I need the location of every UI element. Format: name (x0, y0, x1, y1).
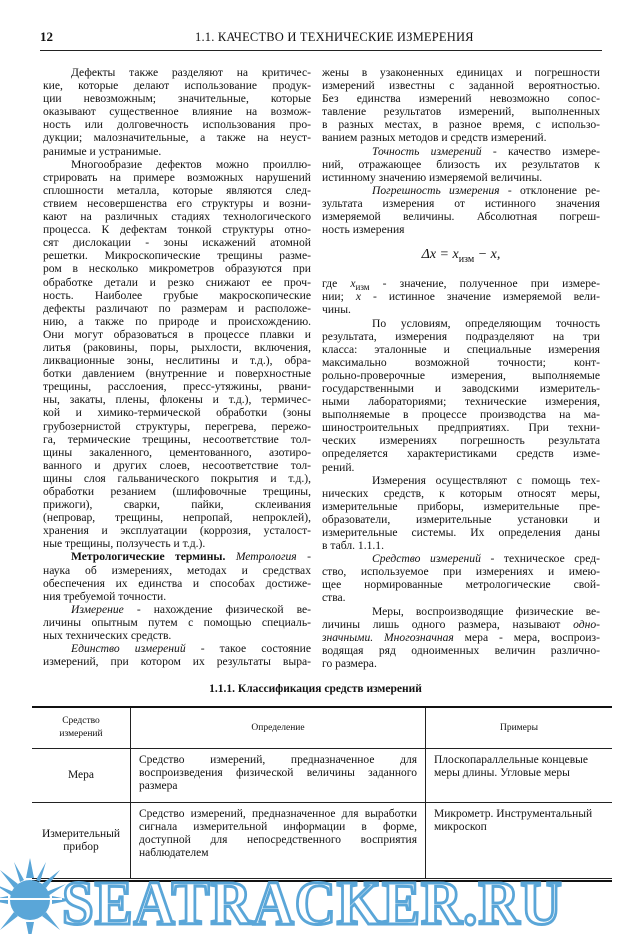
text-line (322, 618, 600, 631)
text-span: x (350, 277, 356, 291)
text-span: Они могут образоваться в процессе плавки и (43, 327, 311, 341)
text-line (322, 500, 600, 513)
text-span: x (355, 290, 361, 304)
watermark-logo-text: SEATRACKER.RU (62, 870, 563, 938)
text-span: ции невозможным; значительные, которые (43, 92, 311, 106)
paragraph (43, 66, 311, 158)
text-line (322, 158, 600, 171)
text-span: ными лабораториями; технические измерения, (322, 395, 600, 409)
text-line (43, 550, 311, 563)
text-line (322, 290, 600, 303)
text-span: решетки. Микроскопические трещины разме- (43, 249, 311, 263)
text-line (322, 421, 600, 434)
text-span: процесса. К дефектам тонкой структуры отно- (43, 223, 311, 237)
paragraph (322, 184, 600, 236)
text-line (43, 511, 311, 524)
text-span: Меры, воспроизводящие физические ве- (372, 604, 600, 618)
text-span: ны, закаты, плены, флокены и т.д.), термичес- (43, 393, 311, 407)
text-line (322, 277, 600, 293)
text-span: тавление результатов измерений, выполненных (322, 105, 600, 119)
table-cell-examples: Плоскопараллельные концевые меры длины. Угловые меры (426, 749, 613, 803)
text-line (43, 446, 311, 459)
text-line (43, 210, 311, 223)
text-span: ческих измерениях погрешность результата (322, 434, 600, 448)
text-span: щины закаленного, цементованного, азотиро- (43, 445, 311, 459)
paragraph (43, 642, 311, 668)
text-span: грубозернистой структуры, перегрева, пережо- (43, 419, 311, 433)
text-line (322, 461, 600, 474)
text-line (43, 184, 311, 197)
text-line (322, 408, 600, 421)
text-line (322, 447, 600, 460)
text-span: ванием разных методов и средств измерений. (322, 131, 547, 145)
text-span: Метрология (235, 550, 297, 564)
text-span: стрировать на примере возможных нарушений (43, 170, 311, 184)
text-span: изм (355, 282, 370, 293)
text-span: прижоги), сварки, пайки, склеивания (43, 498, 311, 512)
text-line (43, 577, 311, 590)
table-cell-instrument: Мера (32, 749, 131, 803)
text-line (322, 210, 600, 223)
text-span: кают на различных стадиях технологического (43, 210, 311, 224)
text-span: класса: эталонные и специальные измерения (322, 342, 600, 356)
text-line (43, 537, 311, 550)
text-span: измерительные системы. Их определения даны (322, 526, 600, 539)
text-line (43, 603, 311, 616)
paragraph (322, 474, 600, 553)
text-line (43, 616, 311, 629)
text-line (322, 66, 600, 79)
text-span: - отклонение ре- (499, 183, 600, 197)
text-span: Единство измерений (71, 642, 186, 656)
text-span: личины опытным путем с помощью специаль- (43, 615, 311, 629)
text-line (43, 406, 311, 419)
text-line (322, 105, 600, 118)
text-span: ний, отражающее близость их результатов к (322, 157, 600, 171)
text-line (43, 289, 311, 302)
text-span: нию, а также по природе и происхождению. (43, 314, 311, 328)
text-line (43, 131, 311, 144)
text-span: щее нормированные метрологические свой- (322, 578, 600, 592)
text-span: обработки резанием (шлифовочные трещины, (43, 485, 311, 498)
text-line (322, 92, 600, 105)
text-span: обеспечения их единства и способах достиже- (43, 576, 311, 590)
paragraph (322, 605, 600, 670)
text-line (43, 145, 311, 158)
text-span: ботки давлением (внутренние и поверхностные (43, 367, 311, 381)
text-span: га, термические трещины, несоответствие тол- (43, 432, 311, 446)
text-span: в табл. 1.1.1. (322, 539, 385, 553)
text-line (322, 644, 600, 657)
text-span: ность или долговечность использования про- (43, 118, 311, 132)
text-line (322, 145, 600, 158)
text-span: ных технических средств. (43, 629, 172, 643)
text-line (43, 485, 311, 498)
page-number: 12 (40, 29, 53, 44)
text-line (322, 171, 600, 184)
table-cell-examples: Микрометр. Инструментальный микроскоп (426, 803, 613, 879)
text-span: измеряемой величины. Абсолютная погреш- (322, 210, 600, 224)
text-line (322, 184, 600, 197)
text-line (322, 343, 600, 356)
text-span: - (296, 550, 311, 564)
paragraph (322, 317, 600, 474)
table-title: 1.1.1. Классификация средств измерений (209, 683, 422, 695)
text-line (322, 303, 600, 316)
table-cell-instrument: Измерительный прибор (32, 803, 131, 879)
text-span: водящая ряд одноименных величин различно- (322, 643, 600, 657)
text-line (322, 474, 600, 487)
text-line (43, 276, 311, 289)
text-span: Точность измерений (372, 144, 482, 158)
text-line (43, 66, 311, 79)
text-line (43, 459, 311, 472)
text-line (43, 472, 311, 485)
left-text-column (43, 66, 311, 668)
text-span: шиностроительных предприятиях. При техни- (322, 421, 600, 435)
table-cell-definition: Средство измерений, предназначенное для выработки сигнала измерительной информации в форме, доступной для непосредственного восприятия наблюдателем (131, 803, 426, 879)
paragraph (322, 277, 600, 316)
text-span: чины. (322, 303, 351, 317)
text-span: измерений известны с заданной вероятностью. (322, 79, 600, 93)
text-span: ванного и других слоев, несоответствие тол- (43, 458, 311, 472)
text-line (322, 434, 600, 447)
text-span: - такое состояние (185, 642, 311, 656)
text-line (322, 317, 600, 330)
text-line (322, 356, 600, 369)
text-span: определяется характеристиками средств изме- (322, 447, 600, 461)
right-text-part-2 (322, 277, 600, 670)
formula-rhs: − x, (474, 247, 501, 263)
text-span: - истинное значение измеряемой вели- (360, 290, 600, 304)
text-span: (непровар, трещины, непропай, непроклей), (43, 511, 311, 525)
text-span: максимально возможной точности; конт- (322, 355, 600, 369)
text-span: сплошности металла, которые являются след- (43, 183, 311, 197)
text-span: нии; (322, 290, 356, 304)
text-span: кие, которые делают использование продук- (43, 79, 311, 93)
text-span: Дефекты также разделяют на критичес- (71, 66, 311, 79)
formula-lhs: Δx = x (421, 247, 459, 263)
text-span: значными. Многозначная (322, 630, 454, 644)
header-cell: Средство измерений (32, 707, 131, 749)
text-span: Погрешность измерения (372, 183, 500, 197)
text-line (322, 513, 600, 526)
text-span: нических средств, к которым относят меры, (322, 486, 600, 500)
text-span: го размера. (322, 656, 377, 670)
text-line (43, 197, 311, 210)
text-span: ром в несколько микрометров образуются при (43, 262, 311, 276)
text-line (322, 487, 600, 500)
text-span: рольно-проверочные измерения, выполняемые (322, 368, 600, 382)
text-span: Измерения осуществляют с помощь тех- (372, 473, 600, 487)
text-line (43, 105, 311, 118)
right-text-part-1 (322, 66, 600, 236)
text-span: Измерение (71, 602, 124, 616)
text-line (322, 79, 600, 92)
paragraph (43, 158, 311, 551)
header-cell: Определение (131, 707, 426, 749)
paragraph (322, 145, 600, 184)
text-span: Без единства измерений невозможно сопос- (322, 92, 600, 106)
text-line (322, 395, 600, 408)
text-span: жены в узаконенных единицах и погрешности (322, 66, 600, 79)
text-span: - техническое сред- (480, 552, 600, 566)
text-span: личины лишь одного размера, называют (322, 617, 574, 631)
text-span: где (322, 277, 351, 291)
text-span: ства. (322, 591, 346, 605)
text-line (322, 330, 600, 343)
text-span: щины слоя гальванического покрытия и т.д.), (43, 471, 311, 485)
text-line (322, 131, 600, 144)
table-header-row (32, 707, 612, 749)
text-span: Метрологические термины. (71, 550, 236, 564)
text-span: кой и химико-термической обработки (зоны (43, 406, 311, 420)
header-divider (40, 50, 602, 51)
text-line (322, 552, 600, 565)
text-span: оказывают существенное влияние на возмож- (43, 105, 311, 119)
text-line (43, 655, 311, 668)
text-line (322, 631, 600, 644)
text-line (43, 262, 311, 275)
right-text-column (322, 66, 600, 670)
text-line (43, 564, 311, 577)
text-line (43, 498, 311, 511)
text-span: государственными и заводскими измеритель- (322, 381, 600, 395)
text-line (43, 249, 311, 262)
text-line (43, 393, 311, 406)
text-span: наука об измерениях, методах и средствах (43, 563, 311, 577)
classification-table (32, 706, 612, 879)
text-line (43, 315, 311, 328)
text-line (322, 382, 600, 395)
text-span: ствием несовершенства его структуры и возни- (43, 196, 311, 210)
table-cell-definition: Средство измерений, предназначенное для воспроизведения физической величины заданного размера (131, 749, 426, 803)
text-line (43, 354, 311, 367)
text-span: трещины, расслоения, пресс-утяжины, рвани- (43, 380, 311, 394)
text-line (43, 223, 311, 236)
text-line (43, 590, 311, 603)
running-header-title: 1.1. КАЧЕСТВО И ТЕХНИЧЕСКИЕ ИЗМЕРЕНИЯ (195, 30, 474, 44)
text-line (43, 642, 311, 655)
text-line (43, 380, 311, 393)
text-span: ликвационные зоны, неслитины и т.д.), обра- (43, 354, 311, 368)
text-span: По условиям, определяющим точность (372, 316, 600, 330)
text-line (43, 629, 311, 642)
text-line (43, 328, 311, 341)
text-span: дукции; малозначительные, а также на неуст- (43, 131, 311, 145)
text-span: хранения и эксплуатации (коррозия, усталост- (43, 524, 311, 538)
text-span: - нахождение физической ве- (123, 602, 311, 616)
text-span: дефекты различают по размерам и расположе- (43, 301, 311, 315)
text-line (43, 171, 311, 184)
text-span: ность измерения (322, 223, 405, 237)
text-span: Многообразие дефектов можно проиллю- (71, 157, 311, 171)
text-line (43, 341, 311, 354)
text-line (43, 433, 311, 446)
text-span: ство, используемое при измерениях и имею- (322, 565, 600, 579)
text-line (322, 539, 600, 552)
text-span: - качество измере- (481, 144, 600, 158)
text-span: ность. Наиболее грубые макроскопические (43, 288, 311, 302)
paragraph (43, 550, 311, 602)
text-line (43, 524, 311, 537)
text-span: образователи, измерительные установки и (322, 512, 600, 526)
text-span: в разных местах, в разное время, с использо- (322, 118, 600, 132)
text-line (322, 118, 600, 131)
table-row (32, 749, 612, 803)
text-span: обработке детали и резко снижают ее проч- (43, 275, 311, 289)
text-span: сят дислокации - зоны искажений атомной (43, 236, 311, 250)
text-span: выполняемые в процессе производства на ма- (322, 408, 600, 422)
text-span: рений. (322, 460, 355, 474)
text-line (43, 420, 311, 433)
text-span: мера - мера, воспроиз- (453, 630, 600, 644)
text-span: измерений, при котором их результаты выра- (43, 655, 311, 669)
paragraph (322, 552, 600, 604)
text-line (322, 657, 600, 670)
text-line (43, 302, 311, 315)
formula-subscript: изм (458, 254, 475, 266)
text-span: Средство измерений (372, 552, 481, 566)
text-line (43, 79, 311, 92)
text-span: одно- (573, 617, 600, 631)
text-line (43, 367, 311, 380)
text-span: ные трещины, ползучесть и т.д.). (43, 537, 206, 551)
text-line (322, 565, 600, 578)
text-span: литья (раковины, поры, рыхлости, включения, (43, 340, 311, 354)
text-line (322, 369, 600, 382)
text-span: истинному значению измеряемой величины. (322, 170, 543, 184)
text-span: ния требуемой точности. (43, 589, 167, 603)
text-line (43, 158, 311, 171)
text-line (322, 605, 600, 618)
text-line (322, 223, 600, 236)
paragraph (43, 603, 311, 642)
paragraph (322, 66, 600, 145)
text-line (43, 118, 311, 131)
text-span: зультата измерения от истинного значения (322, 196, 600, 210)
text-span: ранимые и устранимые. (43, 144, 162, 158)
text-line (322, 526, 600, 539)
text-span: результата, измерения подразделяют на три (322, 329, 600, 343)
error-formula (322, 248, 600, 266)
text-line (322, 197, 600, 210)
text-span: - значение, полученное при измере- (369, 277, 600, 291)
text-span: измерительные приборы, измерительные пре- (322, 499, 600, 513)
text-line (43, 92, 311, 105)
text-line (322, 578, 600, 591)
header-cell: Примеры (426, 707, 613, 749)
text-line (43, 236, 311, 249)
text-line (322, 591, 600, 604)
